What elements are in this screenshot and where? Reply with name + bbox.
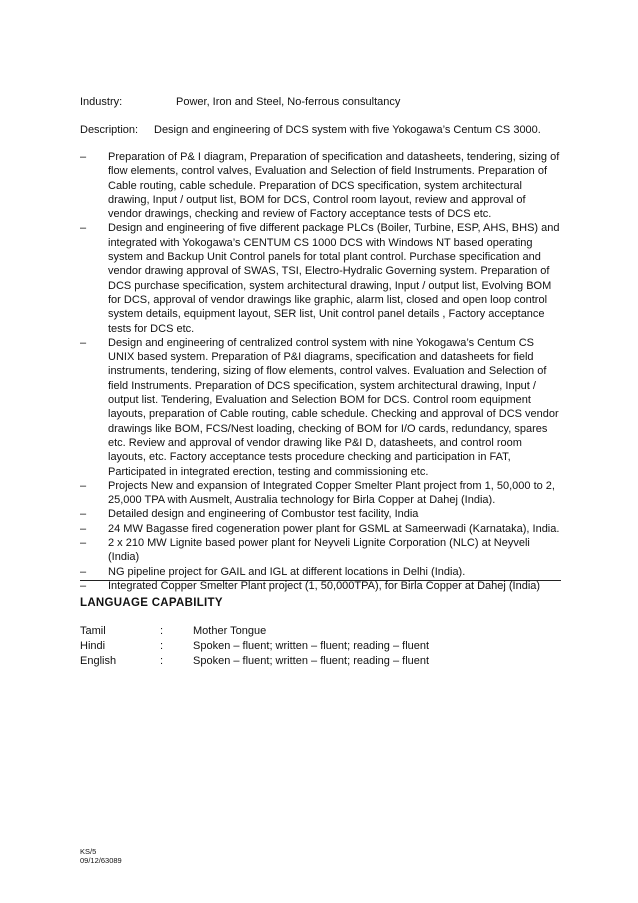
dash-bullet-icon: – [80, 579, 87, 592]
language-separator: : [160, 625, 164, 637]
dash-bullet-icon: – [80, 151, 87, 163]
list-item [80, 221, 560, 335]
list-item-text: Integrated Copper Smelter Plant project (1, 50,000TPA), for Birla Copper at Dahej (India) [108, 579, 541, 592]
dash-bullet-icon: – [80, 479, 87, 492]
list-item [80, 336, 560, 479]
project-bullet-list [80, 150, 560, 593]
language-name: English [80, 655, 117, 667]
list-item-text: 2 x 210 MW Lignite based power plant for Neyveli Lignite Corporation (NLC) at Neyveli (India) [108, 537, 530, 564]
list-item-text: Detailed design and engineering of Combustor test facility, India [108, 508, 419, 521]
list-item [80, 536, 560, 565]
list-item-text: NG pipeline project for GAIL and IGL at different locations in Delhi (India). [108, 565, 466, 578]
language-separator: : [160, 655, 164, 667]
list-item [80, 565, 560, 579]
list-item [80, 507, 560, 521]
description-value: Design and engineering of DCS system with five Yokogawa’s Centum CS 3000. [154, 124, 541, 136]
language-detail: Spoken – fluent; written – fluent; reading – fluent [193, 655, 430, 667]
language-name: Tamil [80, 625, 106, 637]
language-heading: LANGUAGE CAPABILITY [80, 597, 223, 609]
dash-bullet-icon: – [80, 508, 87, 521]
language-detail: Mother Tongue [193, 625, 267, 637]
industry-label: Industry: [80, 96, 123, 108]
list-item-text: Design and engineering of centralized control system with nine Yokogawa’s Centum CS UNIX based system. Preparation of P&I diagrams, specification and datasheets for field instruments, tendering, sizing of flow elements, control valves. Evaluation and Selection of field Instruments. Preparation of DCS specification, system architectural drawing, Input / output list. Tendering, Evaluation and Selection BOM for DCS. Control room equipment layouts, preparation of Cable routing, cable schedule. Checking and approval of DCS vendor drawings like BOM, FCS/Nest loading, checking of BOM for I/O cards, redundancy, spares etc. Review and approval of vendor drawing like P&I D, datasheets, and control room layouts, etc. Factory acceptance tests procedure checking and participation in FAT, Participated in integrated erection, testing and commissioning etc. [108, 336, 559, 478]
dash-bullet-icon: – [80, 336, 87, 349]
list-item-text: Design and engineering of five different package PLCs (Boiler, Turbine, ESP, AHS, BHS) and integrated with Yokogawa’s CENTUM CS 1000 DCS with Windows NT based operating system and Backup Unit Control panels for total plant control. Purchase specification and vendor drawing approval of SWAS, TSI, Electro-Hydralic Governing system. Preparation of DCS purchase specification, system architectural drawing, Input / output list, Evolving BOM for DCS, approval of vendor drawings like graphic, alarm list, closed and open loop control system details, equipment layout, SER list, Unit control panel details , Factory acceptance tests for DCS etc. [108, 222, 560, 335]
industry-value: Power, Iron and Steel, No-ferrous consultancy [176, 96, 401, 108]
language-name: Hindi [80, 640, 106, 652]
list-item [80, 579, 560, 593]
list-item [80, 522, 560, 536]
footer-code: KS/5 [80, 847, 97, 856]
description-label: Description: [80, 124, 139, 136]
dash-bullet-icon: – [80, 522, 87, 535]
dash-bullet-icon: – [80, 222, 87, 235]
list-item [80, 150, 560, 221]
dash-bullet-icon: – [80, 537, 87, 550]
footer-reference: 09/12/63089 [80, 856, 122, 865]
list-item-text: Preparation of P& I diagram, Preparation of specification and datasheets, tendering, sizing of flow elements, control valves, Evaluation and Selection of field Instruments. Preparation of Cable routing, cable schedule. Preparation of DCS specification, system architectural drawing, Input / output list, BOM for DCS, Control room layout, review and approval of vendor drawings, checking and review of Factory acceptance tests of DCS etc. [108, 151, 560, 221]
language-detail: Spoken – fluent; written – fluent; reading – fluent [193, 640, 430, 652]
list-item-text: 24 MW Bagasse fired cogeneration power plant for GSML at Sameerwadi (Karnataka), India. [108, 522, 560, 535]
section-divider [80, 580, 561, 581]
language-separator: : [160, 640, 164, 652]
list-item [80, 479, 560, 508]
list-item-text: Projects New and expansion of Integrated Copper Smelter Plant project from 1, 50,000 to 2, 25,000 TPA with Ausmelt, Australia technology for Birla Copper at Dahej (India). [108, 479, 555, 507]
dash-bullet-icon: – [80, 565, 87, 578]
